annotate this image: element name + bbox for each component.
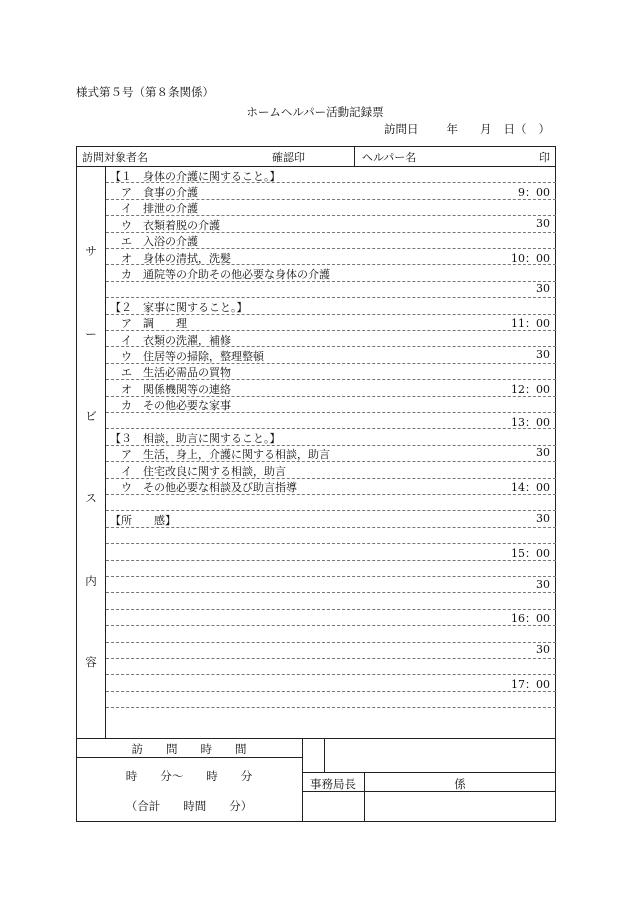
row-dashed-line	[106, 560, 556, 561]
visit-time-divider	[76, 757, 302, 758]
service-row-label: 【３ 相談，助言に関すること。】	[110, 431, 281, 445]
time-mark: 30	[536, 347, 550, 361]
visit-time-range: 時 分〜 時 分	[125, 769, 253, 783]
time-mark: 30	[536, 216, 550, 230]
service-row-label: ウ 住居等の掃除，整理整頓	[110, 349, 264, 363]
visit-time-label: 訪 問 時 間	[131, 742, 247, 756]
visit-day: 日（	[503, 122, 527, 136]
row-dashed-line	[106, 592, 556, 593]
document-title: ホームヘルパー活動記録票	[246, 105, 384, 119]
row-dashed-line	[106, 642, 556, 643]
helper-name-label: ヘルパー名	[362, 151, 417, 164]
visit-year: 年	[446, 122, 458, 136]
service-row-label: ア 調 理	[110, 317, 187, 331]
service-row-label: ア 生活，身上，介護に関する相談，助言	[110, 448, 330, 462]
service-row-label: 【２ 家事に関すること。】	[110, 300, 248, 314]
row-dashed-line	[106, 674, 556, 675]
row-dashed-line	[106, 609, 556, 610]
form-number: 様式第５号（第８条関係）	[76, 85, 214, 99]
time-mark: 30	[536, 511, 550, 525]
row-dashed-line	[106, 576, 556, 577]
footer-top-line	[76, 738, 556, 739]
service-row-label: エ 入浴の介護	[110, 235, 198, 249]
stamp-row-top	[302, 772, 556, 773]
service-row-label: ウ その他必要な相談及び助言指導	[110, 481, 297, 495]
time-mark: 30	[536, 282, 550, 296]
service-row-label: カ 通院等の介助その他必要な身体の介護	[110, 267, 330, 281]
service-content-side-label: ビ	[85, 409, 97, 423]
visit-month: 月	[480, 122, 492, 136]
time-mark: 17：00	[511, 677, 550, 691]
time-mark: 11：00	[511, 317, 550, 331]
service-content-side-label: サ	[85, 244, 97, 258]
time-mark: 30	[536, 577, 550, 591]
service-content-side-label: ス	[85, 491, 97, 505]
row-dashed-line	[106, 625, 556, 626]
service-row-label: ア 食事の介護	[110, 185, 198, 199]
visit-time-total: （合計 時間 分）	[125, 799, 253, 813]
bureau-chief-label: 事務局長	[310, 777, 356, 791]
subject-name-label: 訪問対象者名	[82, 151, 148, 164]
time-mark: 9：00	[518, 185, 550, 199]
helper-seal-label: 印	[539, 151, 550, 164]
footer-stamp-divider	[324, 738, 325, 772]
time-mark: 14：00	[511, 481, 550, 495]
service-content-side-label: 内	[85, 574, 97, 588]
service-row-label: イ 衣類の洗濯，補修	[110, 333, 231, 347]
row-dashed-line	[106, 281, 556, 282]
time-mark: 30	[536, 643, 550, 657]
time-mark: 30	[536, 446, 550, 460]
service-row-label: カ その他必要な家事	[110, 399, 231, 413]
service-row-label: イ 住宅改良に関する相談，助言	[110, 464, 286, 478]
time-mark: 15：00	[511, 546, 550, 560]
row-dashed-line	[106, 543, 556, 544]
time-mark: 13：00	[511, 415, 550, 429]
service-content-side-label: 容	[85, 655, 97, 669]
service-content-side-label: ー	[85, 327, 97, 341]
service-row-label: オ 関係機関等の連絡	[110, 382, 231, 396]
time-mark: 12：00	[511, 382, 550, 396]
service-row-label: エ 生活必需品の買物	[110, 366, 231, 380]
confirm-seal-label: 確認印	[272, 151, 305, 164]
row-dashed-line	[106, 412, 556, 413]
time-mark: 10：00	[511, 251, 550, 265]
service-row-label: 【所 感】	[110, 513, 176, 527]
row-dashed-line	[106, 527, 556, 528]
visit-date-label: 訪問日	[384, 122, 419, 136]
side-column-divider	[105, 166, 106, 738]
row-dashed-line	[106, 658, 556, 659]
header-separator	[354, 146, 355, 166]
visit-dow-close: ）	[538, 122, 550, 136]
time-mark: 16：00	[511, 612, 550, 626]
row-dashed-line	[106, 707, 556, 708]
staff-label: 係	[454, 777, 466, 791]
visit-date	[384, 121, 550, 137]
row-dashed-line	[106, 691, 556, 692]
row-dashed-line	[106, 494, 556, 495]
service-row-label: オ 身体の清拭，洗髪	[110, 251, 231, 265]
service-row-label: イ 排泄の介護	[110, 202, 198, 216]
service-row-label: ウ 衣類着脱の介護	[110, 218, 220, 232]
service-row-label: 【１ 身体の介護に関すること。】	[110, 169, 281, 183]
